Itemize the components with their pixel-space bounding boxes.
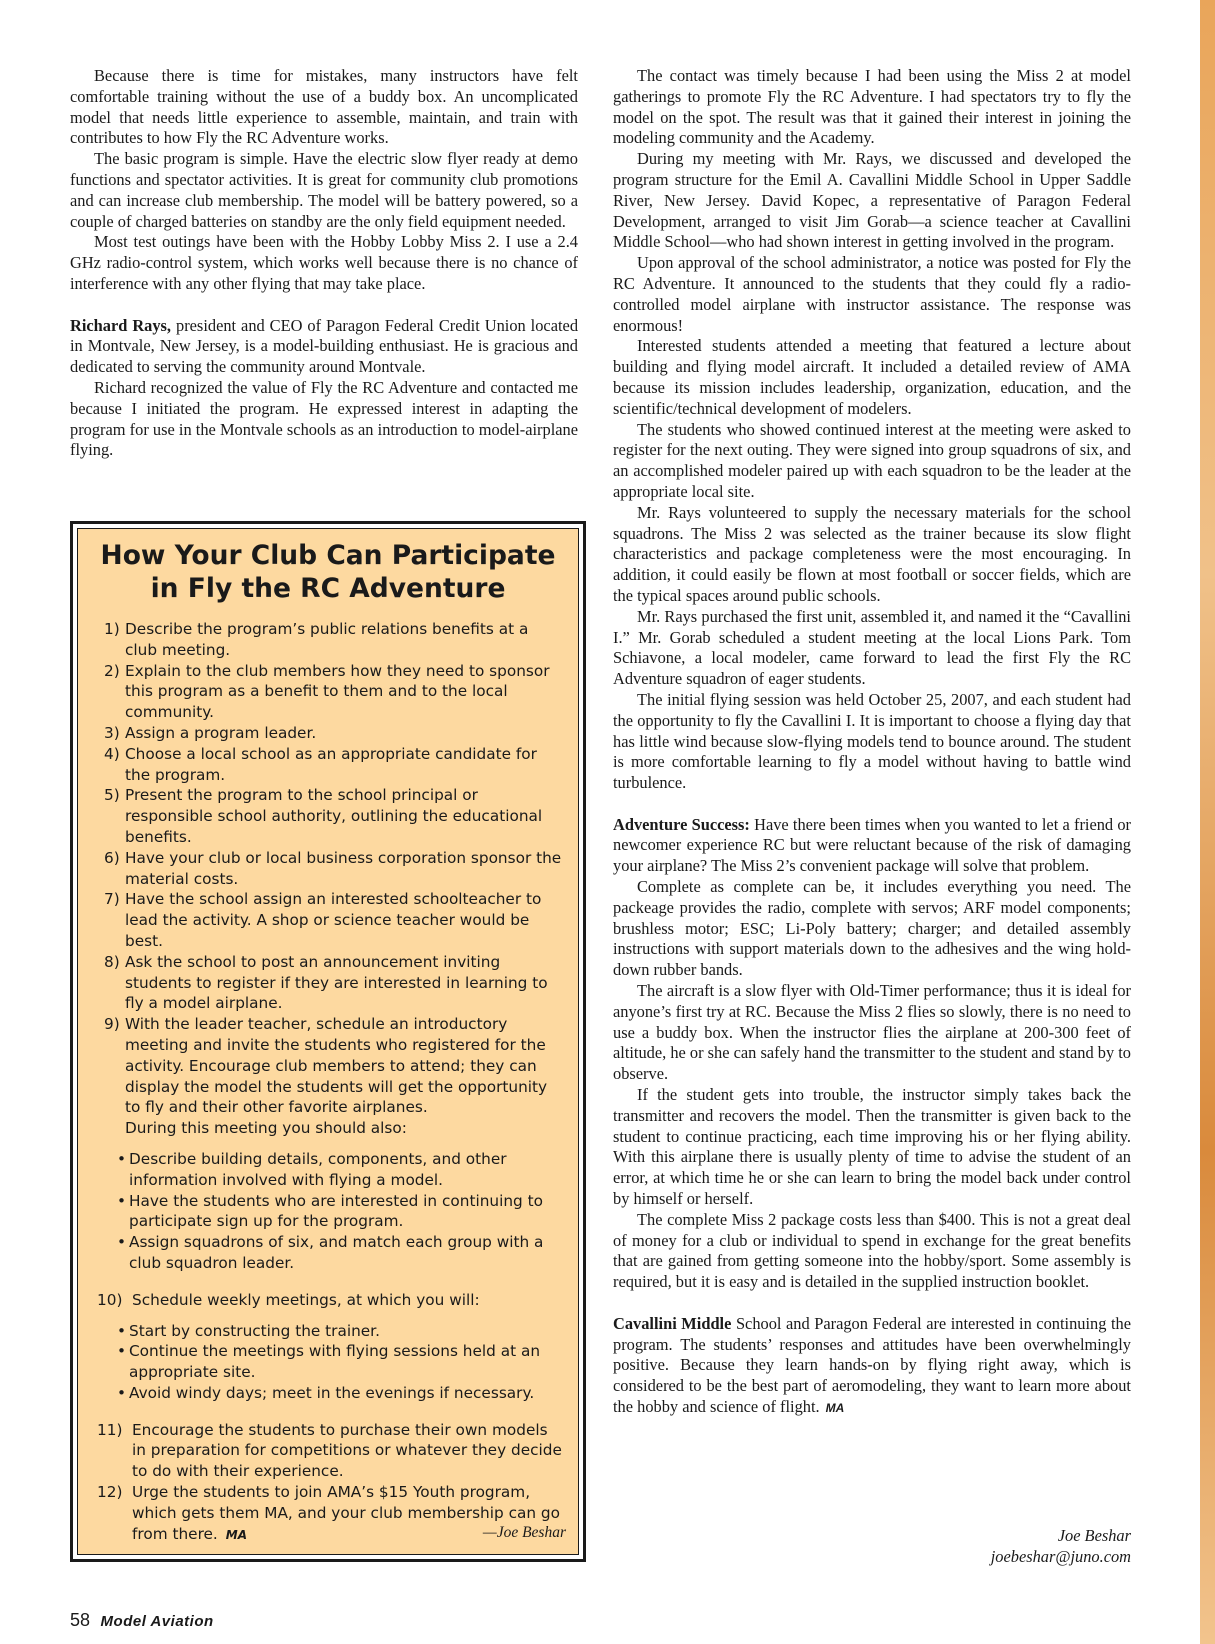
magazine-name: Model Aviation	[100, 1613, 214, 1630]
step-text: Have your club or local business corporation sponsor the material costs.	[125, 848, 562, 888]
paragraph: Richard Rays, president and CEO of Paragon Federal Credit Union located in Montvale, New Jersey, is a model-building enthusiast. He is gracious and dedicated to serving the community around Montvale.	[70, 315, 579, 377]
step-number: 2)	[104, 661, 120, 680]
author-byline	[991, 1525, 1131, 1567]
paragraph: Upon approval of the school administrator, a notice was posted for Fly the RC Adventure. It announced to the students that they could fly a radio-controlled model airplane with instructor assistance. The response was enormous!	[613, 253, 1131, 335]
step-text: Assign a program leader.	[125, 723, 317, 742]
paragraph: Most test outings have been with the Hobby Lobby Miss 2. I use a 2.4 GHz radio-control system, which works well because there is no chance of interference with any other flying that may take place.	[70, 232, 578, 293]
paragraph: Mr. Rays volunteered to supply the necessary materials for the school squadrons. The Miss 2 was selected as the trainer because its slow flight characteristics and package completeness were the most encouraging. In addition, it could easily be flown at most football or soccer fields, which are the typical spaces around public schools.	[613, 502, 1131, 605]
bullet-icon: •	[117, 1383, 127, 1402]
step-number: 8)	[104, 952, 120, 971]
step-number: 4)	[104, 744, 120, 763]
step-item	[104, 952, 564, 1014]
step-item	[104, 1014, 564, 1118]
bullets-list	[104, 1321, 564, 1404]
bullet-item	[117, 1383, 564, 1404]
paragraph: Complete as complete can be, it includes everything you need. The packeage provides the radio, complete with servos; ARF model components; brushless motor; ESC; Li-Poly battery; charger; and detailed assembly instructions with support materials down to the adhesives and the wing hold-down rubber bands.	[613, 877, 1131, 980]
step-item	[104, 723, 564, 744]
bullet-item	[117, 1149, 564, 1191]
paragraph: The students who showed continued interest at the meeting were asked to register for the next outing. They were signed into group squadrons of six, and an accomplished modeler paired up with each squadron to be the leader at the appropriate local site.	[613, 419, 1131, 501]
sidebar-byline: —Joe Beshar	[482, 1524, 566, 1542]
sidebar-inner	[77, 528, 579, 1555]
bullet-icon: •	[117, 1233, 127, 1252]
step-number: 5)	[104, 786, 120, 805]
lead-in: Richard Rays,	[70, 315, 172, 335]
left-column	[70, 66, 578, 461]
bullet-text: Continue the meetings with flying sessions held at an appropriate site.	[129, 1342, 541, 1382]
sidebar-box	[70, 521, 586, 1562]
step-number: 6)	[104, 848, 120, 867]
bullet-text: Have the students who are interested in continuing to participate sign up for the program.	[129, 1191, 543, 1231]
bullet-icon: •	[117, 1149, 127, 1168]
bullet-item	[117, 1321, 564, 1342]
paragraph: During my meeting with Mr. Rays, we discussed and developed the program structure for the Emil A. Cavallini Middle School in Upper Saddle River, New Jersey. David Kopec, a representative of Paragon Federal Development, arranged to visit Jim Gorab—a science teacher at Cavallini Middle School—who had shown interest in getting involved in the program.	[613, 149, 1131, 252]
paragraph: The complete Miss 2 package costs less than $400. This is not a great deal of money for a club or individual to spend in exchange for the great benefits that are gained from getting someone into the hobby/sport. Some assembly is required, but it is easy and is detailed in the supplied instruction booklet.	[613, 1209, 1131, 1292]
paragraph: Richard recognized the value of Fly the RC Adventure and contacted me because I initiated the program. He expressed interest in adapting the program for use in the Montvale schools as an introduction to model-airplane flying.	[70, 377, 578, 460]
paragraph: The aircraft is a slow flyer with Old-Timer performance; thus it is ideal for anyone’s first try at RC. Because the Miss 2 flies so slowly, there is no need to use a buddy box. When the instructor flies the airplane at 200-300 feet of altitude, he or she can safely hand the transmitter to the student and stand by to observe.	[613, 981, 1131, 1084]
paragraph: The basic program is simple. Have the electric slow flyer ready at demo functions and spectator activities. It is great for community club promotions and can increase club membership. The model will be battery powered, so a couple of charged batteries on standby are the only field equipment needed.	[70, 149, 578, 231]
page-number: 58	[70, 1610, 91, 1630]
step-text: Present the program to the school principal or responsible school authority, outlining the educational benefits.	[125, 786, 543, 846]
paragraph: The contact was timely because I had been using the Miss 2 at model gatherings to promote Fly the RC Adventure. I had spectators try to fly the model on the spot. The result was that it gained their interest in joining the modeling community and the Academy.	[613, 66, 1131, 148]
paragraph: Adventure Success: Have there been times when you wanted to let a friend or newcomer experience RC but were reluctant because of the risk of damaging your airplane? The Miss 2’s convenient package will solve that problem.	[613, 814, 1131, 876]
step-item	[104, 661, 564, 723]
step-text: Ask the school to post an announcement inviting students to register if they are interested in learning to fly a model airplane.	[125, 952, 548, 1013]
bullet-item	[117, 1341, 564, 1383]
step-text: Urge the students to join AMA’s $15 Youth program, which gets them MA, and your club membership can go from there.	[132, 1483, 560, 1543]
bullet-icon: •	[117, 1321, 127, 1340]
step-number: 1)	[104, 620, 120, 638]
bullet-text: Start by constructing the trainer.	[129, 1321, 380, 1340]
step-item	[104, 848, 564, 890]
step-item	[97, 1420, 564, 1482]
paragraph: Cavallini Middle School and Paragon Federal are interested in continuing the program. The students’ responses and attitudes have been overwhelmingly positive. Because they learn hands-on by flying right away, which is considered to be the best part of aeromodeling, they want to learn more about the hobby and science of flight. MA	[613, 1313, 1131, 1416]
paragraph: If the student gets into trouble, the instructor simply takes back the transmitter and recovers the model. Then the transmitter is given back to the student to continue practicing, each time improving his or her flying ability. With this airplane there is usually plenty of time to advise the student of an error, at which time he or she can learn to bring the model back under control by himself or herself.	[613, 1085, 1131, 1209]
paragraph: The initial flying session was held October 25, 2007, and each student had the opportunity to fly the Cavallini I. It is important to choose a flying day that has little wind because slow-flying models tend to bounce around. The student is more comfortable learning to fly a model without having to battle wind turbulence.	[613, 689, 1131, 793]
step-item	[104, 785, 564, 847]
step9-followup: During this meeting you should also:	[125, 1119, 407, 1138]
lead-in: Adventure Success:	[613, 814, 750, 834]
bullet-text: Avoid windy days; meet in the evenings if necessary.	[129, 1383, 535, 1402]
step-item: 10) Schedule weekly meetings, at which you will:	[97, 1290, 480, 1309]
bullet-text: Assign squadrons of six, and match each group with a club squadron leader.	[129, 1233, 544, 1272]
step-text: Choose a local school as an appropriate candidate for the program.	[125, 744, 537, 784]
author-name: Joe Beshar	[1057, 1526, 1131, 1545]
page-footer	[70, 1610, 214, 1631]
step-number: 3)	[104, 723, 120, 742]
bullet-icon: •	[117, 1342, 127, 1361]
end-mark: MA	[825, 1401, 845, 1415]
step-number: 7)	[104, 890, 120, 909]
step-text: Encourage the students to purchase their own models in preparation for competitions or whatever they decide to do with their experience.	[132, 1420, 562, 1481]
step-text: Describe the program’s public relations benefits at a club meeting.	[125, 620, 529, 659]
step-item	[104, 619, 564, 661]
step-item	[104, 889, 564, 951]
right-column	[613, 66, 1131, 1419]
step-text: With the leader teacher, schedule an introductory meeting and invite the students who registered for the activity. Encourage club members to attend; they can display the model the students will get the opportunity to fly and their other favorite airplanes.	[125, 1015, 548, 1117]
bullets-list	[104, 1149, 564, 1274]
end-mark: MA	[225, 1527, 248, 1542]
page-edge-color-strip	[1200, 0, 1215, 1644]
bullet-icon: •	[117, 1191, 127, 1210]
lead-in: Cavallini Middle	[613, 1313, 732, 1333]
paragraph: Because there is time for mistakes, many instructors have felt comfortable training without the use of a buddy box. An uncomplicated model that needs little experience to assemble, maintain, and train with contributes to how Fly the RC Adventure works.	[70, 66, 578, 148]
bullet-item	[117, 1191, 564, 1233]
sidebar-title: How Your Club Can Participate in Fly the RC Adventure	[100, 540, 556, 604]
steps-list	[104, 619, 564, 1118]
bullet-item	[117, 1232, 564, 1274]
paragraph: Mr. Rays purchased the first unit, assembled it, and named it the “Cavallini I.” Mr. Gorab scheduled a student meeting at the local Lions Park. Tom Schiavone, a local modeler, came forward to lead the first Fly the RC Adventure squadron of eager students.	[613, 606, 1131, 689]
author-email: joebeshar@juno.com	[990, 1547, 1131, 1566]
step-number: 11)	[97, 1420, 123, 1439]
step-item	[104, 744, 564, 786]
paragraph: Interested students attended a meeting that featured a lecture about building and flying model aircraft. It included a detailed review of AMA because its mission includes leadership, organization, education, and the scientific/technical development of modelers.	[613, 336, 1131, 418]
step-number: 12)	[97, 1483, 123, 1502]
bullet-text: Describe building details, components, and other information involved with flying a model.	[129, 1149, 507, 1189]
step-number: 9)	[104, 1015, 120, 1034]
step-text: Explain to the club members how they need to sponsor this program as a benefit to them and to the local community.	[125, 661, 550, 722]
step-text: Have the school assign an interested schoolteacher to lead the activity. A shop or science teacher would be best.	[125, 890, 542, 950]
